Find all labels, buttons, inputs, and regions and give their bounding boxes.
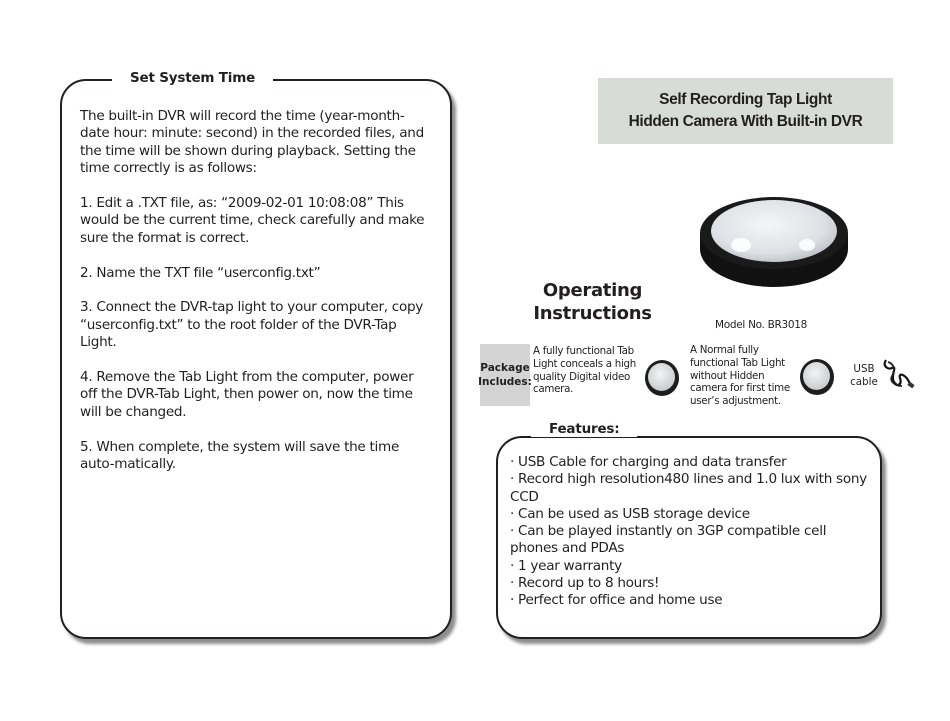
feature-item: · Can be played instantly on 3GP compatible cell phones and PDAs — [510, 523, 827, 557]
package-label-line2: Includes: — [478, 376, 532, 388]
usb-label-line1: USB — [853, 363, 875, 375]
package-item-hidden-camera-light: A fully functional Tab Light conceals a high quality Digital video camera. — [533, 345, 636, 396]
usb-cable-icon — [880, 356, 916, 392]
step-4: 4. Remove the Tab Light from the computer, power off the DVR-Tab Light, then power on, now the time will be changed. — [80, 369, 414, 420]
operating-title-line2: Instructions — [533, 303, 652, 324]
package-includes-label — [480, 344, 530, 406]
feature-item: · Record up to 8 hours! — [510, 575, 660, 592]
step-3: 3. Connect the DVR-tap light to your computer, copy “userconfig.txt” to the root folder of the DVR-Tap Light. — [80, 299, 424, 351]
intro-paragraph: The built-in DVR will record the time (year-month-date hour: minute: second) in the recorded files, and the time will be shown during playback. Setting the time correctly is as follows: — [80, 108, 424, 177]
features-list — [510, 454, 875, 610]
step-2: 2. Name the TXT file “userconfig.txt” — [80, 264, 321, 281]
set-system-time-body — [80, 108, 430, 491]
tap-light-thumbnail-icon — [800, 359, 834, 395]
tap-light-thumbnail-icon — [645, 360, 679, 396]
feature-item: · USB Cable for charging and data transfer — [510, 454, 787, 470]
usb-label-line2: cable — [850, 376, 878, 388]
set-system-time-heading: Set System Time — [112, 70, 273, 86]
product-title-line2: Hidden Camera With Built-in DVR — [628, 113, 863, 130]
tap-light-product-image — [699, 193, 849, 289]
feature-item: · Perfect for office and home use — [510, 592, 723, 609]
feature-item: · Can be used as USB storage device — [510, 505, 750, 522]
feature-item: · Record high resolution480 lines and 1.0 lux with sony CCD — [510, 471, 867, 505]
operating-instructions-title — [520, 279, 665, 325]
product-title-box — [598, 78, 893, 144]
model-number: Model No. BR3018 — [715, 319, 808, 331]
operating-title-line1: Operating — [542, 280, 643, 301]
step-5: 5. When complete, the system will save the time auto-matically. — [80, 438, 400, 473]
features-heading: Features: — [531, 421, 637, 437]
package-item-normal-light: A Normal fully functional Tab Light without Hidden camera for first time user’s adjustment. — [690, 344, 790, 408]
step-1: 1. Edit a .TXT file, as: “2009-02-01 10:08:08” This would be the current time, check carefully and make sure the format is correct. — [80, 195, 425, 246]
product-title-line1: Self Recording Tap Light — [659, 91, 832, 108]
package-label-line1: Package — [480, 362, 530, 374]
package-item-usb-cable — [848, 363, 880, 389]
feature-item: · 1 year warranty — [510, 557, 622, 574]
